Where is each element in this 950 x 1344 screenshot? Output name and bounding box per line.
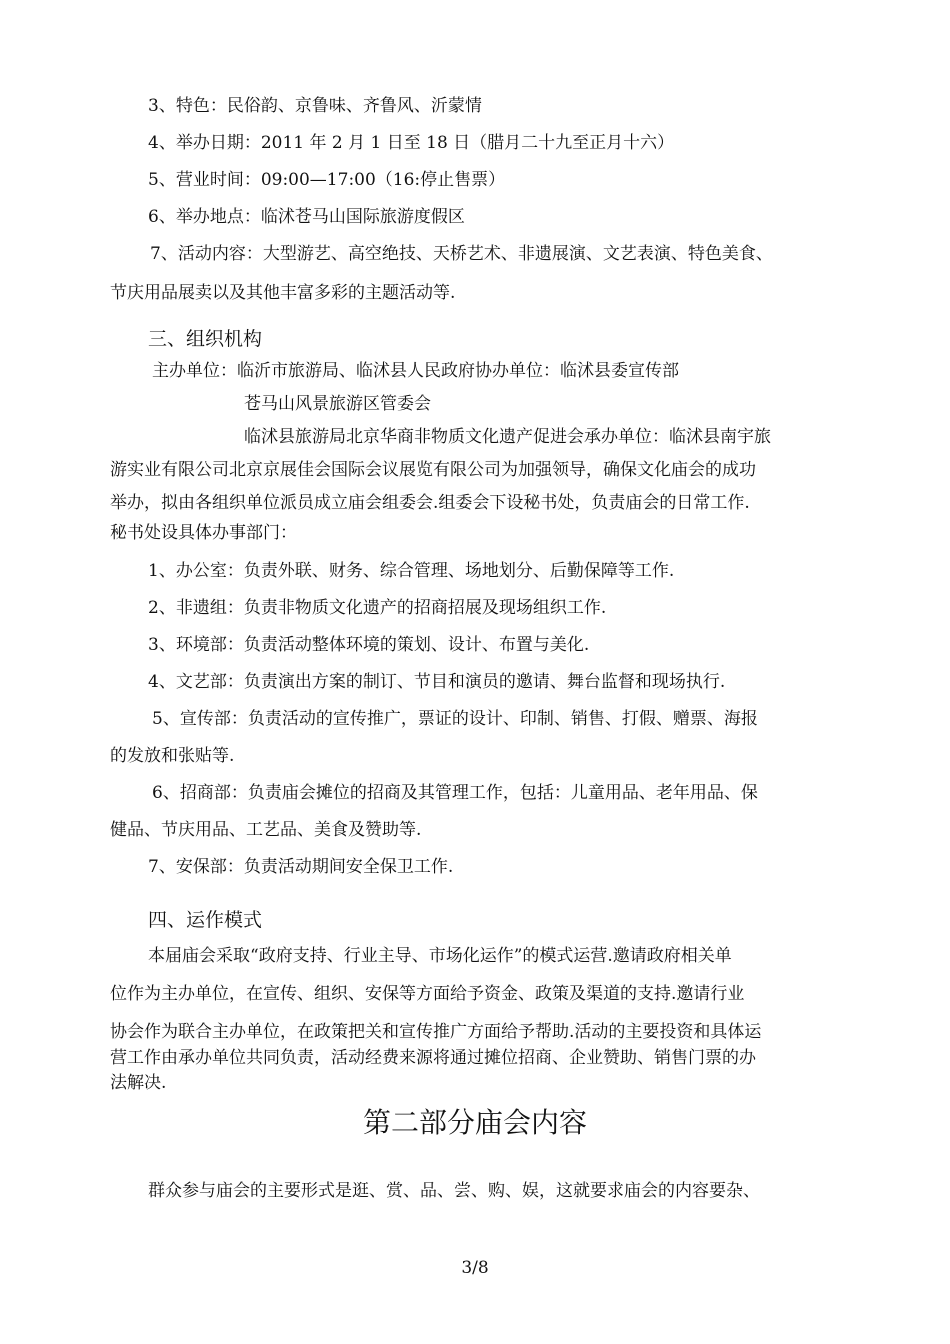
operation-line-2: 位作为主办单位，在宣传、组织、安保等方面给予资金、政策及渠道的支持.邀请行业 bbox=[110, 984, 745, 1004]
part-title: 第二部分庙会内容 bbox=[362, 1106, 587, 1139]
dept-publicity-line-2: 的发放和张贴等. bbox=[110, 746, 235, 766]
feature-line: 3、特色：民俗韵、京鲁味、齐鲁风、沂蒙情 bbox=[148, 96, 482, 116]
org-line-6: 秘书处设具体办事部门： bbox=[110, 523, 297, 543]
section-heading-organization: 三、组织机构 bbox=[148, 328, 263, 350]
operation-line-5: 法解决. bbox=[110, 1073, 167, 1093]
dept-office: 1、办公室：负责外联、财务、综合管理、场地划分、后勤保障等工作. bbox=[148, 561, 675, 581]
operation-line-1: 本届庙会采取“政府支持、行业主导、市场化运作”的模式运营.邀请政府相关单 bbox=[148, 946, 732, 966]
part-intro-line-1: 群众参与庙会的主要形式是逛、赏、品、尝、购、娱，这就要求庙会的内容要杂、 bbox=[148, 1181, 760, 1201]
org-line-3: 临沭县旅游局北京华商非物质文化遗产促进会承办单位：临沭县南宇旅 bbox=[244, 427, 771, 447]
location-line: 6、举办地点：临沭苍马山国际旅游度假区 bbox=[148, 207, 465, 227]
dept-investment-line-1: 6、招商部：负责庙会摊位的招商及其管理工作，包括：儿童用品、老年用品、保 bbox=[152, 783, 758, 803]
org-line-5: 举办，拟由各组织单位派员成立庙会组委会.组委会下设秘书处，负责庙会的日常工作. bbox=[110, 493, 750, 513]
dept-environment: 3、环境部：负责活动整体环境的策划、设计、布置与美化. bbox=[148, 635, 590, 655]
operation-line-3: 协会作为联合主办单位，在政策把关和宣传推广方面给予帮助.活动的主要投资和具体运 bbox=[110, 1022, 762, 1042]
page-number: 3/8 bbox=[461, 1258, 489, 1278]
operation-line-4: 营工作由承办单位共同负责，活动经费来源将通过摊位招商、企业赞助、销售门票的办 bbox=[110, 1048, 756, 1068]
dept-security: 7、安保部：负责活动期间安全保卫工作. bbox=[148, 857, 454, 877]
dept-arts: 4、文艺部：负责演出方案的制订、节目和演员的邀请、舞台监督和现场执行. bbox=[148, 672, 726, 692]
activity-line-2: 节庆用品展卖以及其他丰富多彩的主题活动等. bbox=[110, 283, 456, 303]
org-line-1: 主办单位：临沂市旅游局、临沭县人民政府协办单位：临沭县委宣传部 bbox=[152, 361, 679, 381]
org-line-2: 苍马山风景旅游区管委会 bbox=[244, 394, 431, 414]
dept-heritage: 2、非遗组：负责非物质文化遗产的招商招展及现场组织工作. bbox=[148, 598, 607, 618]
date-line: 4、举办日期：2011 年 2 月 1 日至 18 日（腊月二十九至正月十六） bbox=[148, 133, 675, 153]
section-heading-operation: 四、运作模式 bbox=[148, 909, 263, 931]
dept-investment-line-2: 健品、节庆用品、工艺品、美食及赞助等. bbox=[110, 820, 422, 840]
activity-line-1: 7、活动内容：大型游艺、高空绝技、天桥艺术、非遗展演、文艺表演、特色美食、 bbox=[150, 244, 773, 264]
dept-publicity-line-1: 5、宣传部：负责活动的宣传推广，票证的设计、印制、销售、打假、赠票、海报 bbox=[152, 709, 758, 729]
org-line-4: 游实业有限公司北京京展佳会国际会议展览有限公司为加强领导，确保文化庙会的成功 bbox=[110, 460, 756, 480]
hours-line: 5、营业时间：09:00—17:00（16:停止售票） bbox=[148, 170, 506, 190]
